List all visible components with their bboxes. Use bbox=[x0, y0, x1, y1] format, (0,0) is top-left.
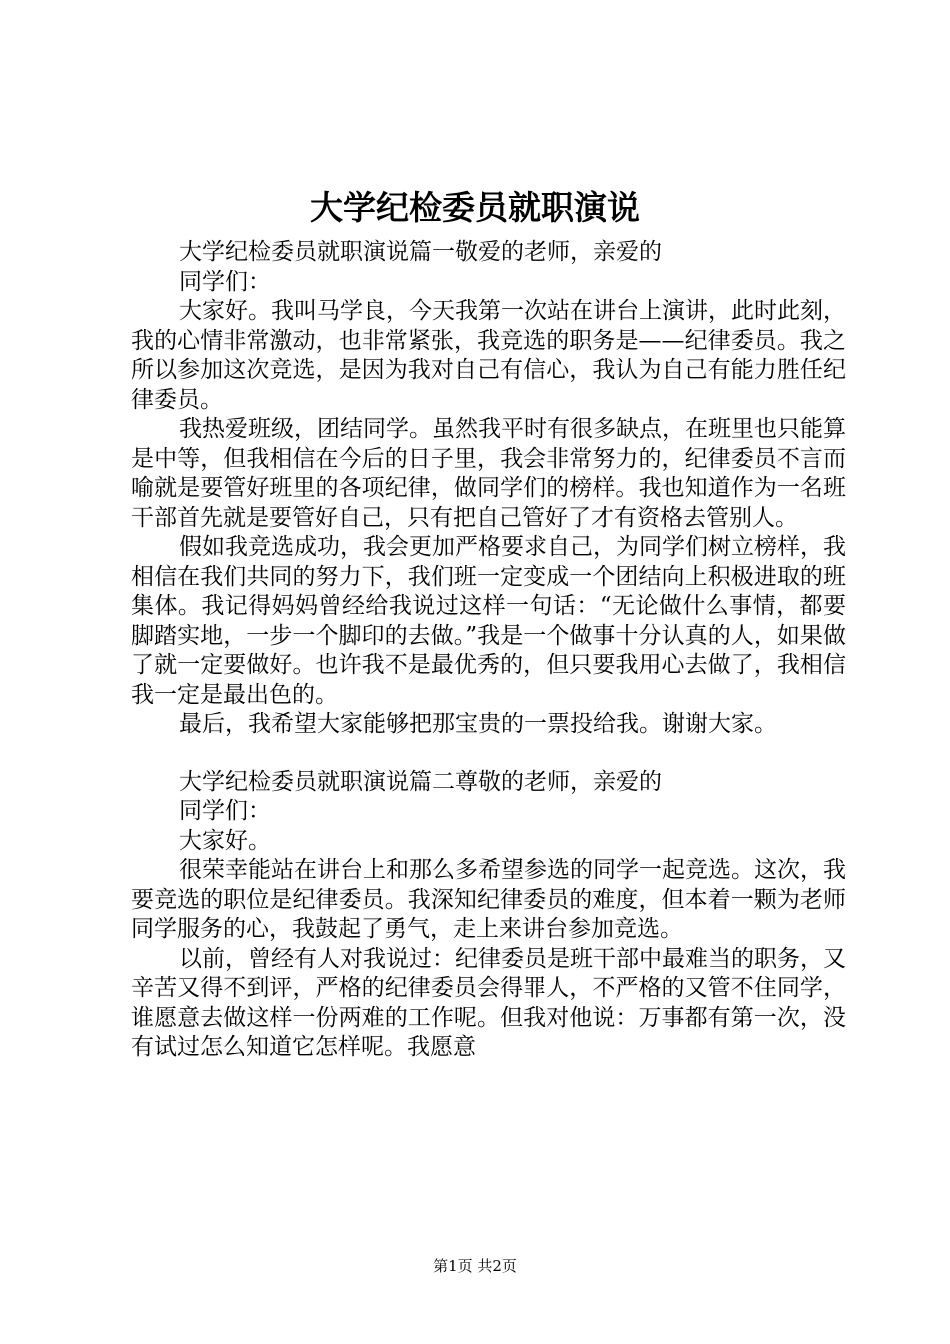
paragraph: 假如我竞选成功，我会更加严格要求自己，为同学们树立榜样，我相信在我们共同的努力下，我们班一定变成一个团结向上积极进取的班集体。我记得妈妈曾经给我说过这样一句话：“无论做什么事情，都要脚踏实地，一步一个脚印的去做。”我是一个做事十分认真的人，如果做了就一定要做好。也许我不是最优秀的，但只要我用心去做了，我相信我一定是最出色的。 bbox=[131, 534, 846, 708]
paragraph: 最后，我希望大家能够把那宝贵的一票投给我。谢谢大家。 bbox=[179, 711, 777, 737]
document-title: 大学纪检委员就职演说 bbox=[310, 188, 640, 227]
paragraph: 大家好。我叫马学良，今天我第一次站在讲台上演讲，此时此刻，我的心情非常激动，也非常紧张，我竞选的职务是——纪律委员。我之所以参加这次竞选，是因为我对自己有信心，我认为自己有能力胜任纪律委员。 bbox=[131, 298, 846, 413]
paragraph: 大学纪检委员就职演说篇一敬爱的老师，亲爱的 bbox=[179, 239, 662, 265]
page-footer: 第1页 共2页 bbox=[433, 1257, 517, 1275]
paragraph: 同学们： bbox=[179, 798, 271, 824]
document-body bbox=[131, 238, 846, 1063]
paragraph: 大家好。 bbox=[179, 827, 271, 854]
paragraph: 我热爱班级，团结同学。虽然我平时有很多缺点，在班里也只能算是中等，但我相信在今后的日子里，我会非常努力的，纪律委员不言而喻就是要管好班里的各项纪律，做同学们的榜样。我也知道作为一名班干部首先就是要管好自己，只有把自己管好了才有资格去管别人。 bbox=[131, 416, 846, 531]
paragraph: 同学们： bbox=[179, 268, 271, 295]
paragraph: 很荣幸能站在讲台上和那么多希望参选的同学一起竞选。这次，我要竞选的职位是纪律委员。我深知纪律委员的难度，但本着一颗为老师同学服务的心，我鼓起了勇气，走上来讲台参加竞选。 bbox=[131, 857, 846, 942]
paragraph: 大学纪检委员就职演说篇二尊敬的老师，亲爱的 bbox=[179, 768, 662, 795]
paragraph: 以前，曾经有人对我说过：纪律委员是班干部中最难当的职务，又辛苦又得不到评，严格的纪律委员会得罪人，不严格的又管不住同学，谁愿意去做这样一份两难的工作呢。但我对他说：万事都有第一次，没有试过怎么知道它怎样呢。我愿意 bbox=[131, 945, 846, 1060]
section-gap bbox=[131, 740, 846, 768]
